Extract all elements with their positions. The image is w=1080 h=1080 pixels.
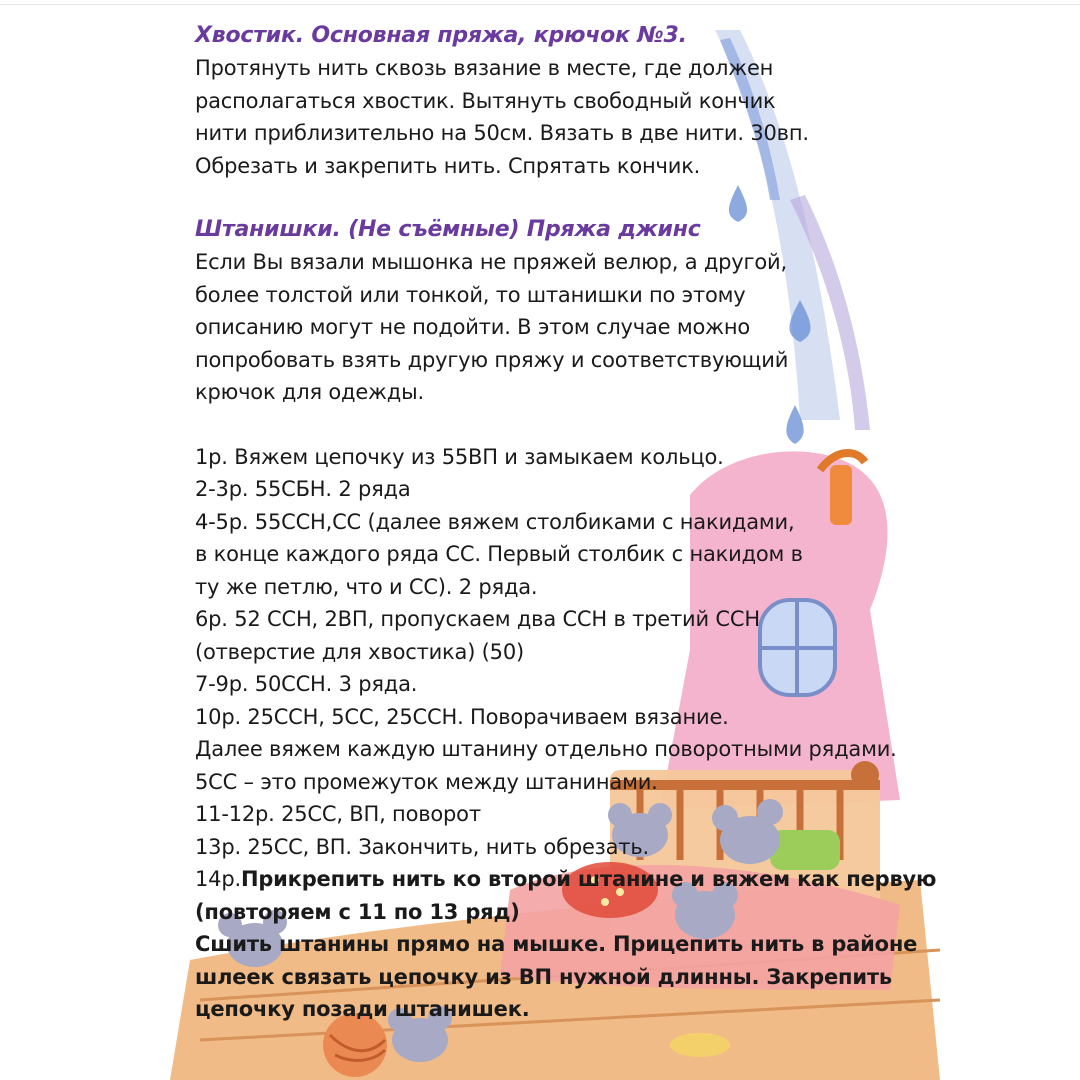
row-line: Далее вяжем каждую штанину отдельно поворотными рядами. (195, 737, 897, 761)
text-line: более толстой или тонкой, то штанишки по этому (195, 282, 746, 307)
top-border-line (0, 4, 1080, 5)
spacer (195, 182, 955, 214)
row-line-14 (195, 863, 955, 896)
row-instructions (195, 441, 955, 1026)
text-line: располагаться хвостик. Вытянуть свободный кончик (195, 88, 776, 113)
document-content (195, 20, 955, 1026)
text-line: описанию могут не подойти. В этом случае можно (195, 315, 751, 339)
bold-line: шлеек связать цепочку из ВП нужной длинны. Закрепить (195, 964, 892, 989)
row-line: 11-12р. 25СС, ВП, поворот (195, 802, 481, 826)
text-line: Обрезать и закрепить нить. Спрятать кончик. (195, 153, 701, 178)
row-line: 7-9р. 50ССН. 3 ряда. (195, 672, 418, 696)
row-line: 2-3р. 55СБН. 2 ряда (195, 477, 411, 501)
bold-line: Сшить штанины прямо на мышке. Прицепить нить в районе (195, 932, 918, 956)
bold-line: цепочку позади штанишек. (195, 997, 530, 1021)
paragraph (195, 246, 955, 409)
row-line: 6р. 52 ССН, 2ВП, пропускаем два ССН в третий ССН (195, 607, 760, 631)
section-title: Штанишки. (Не съёмные) Пряжа джинс (195, 217, 701, 242)
paragraph (195, 52, 955, 182)
bold-line: (повторяем с 11 по 13 ряд) (195, 899, 520, 924)
row-14-prefix: 14р. (195, 867, 241, 891)
section-title: Хвостик. Основная пряжа, крючок №3. (195, 23, 687, 48)
slipper-icon (670, 1033, 730, 1057)
row-line: ту же петлю, что и СС). 2 ряда. (195, 574, 538, 599)
text-line: крючок для одежды. (195, 380, 424, 404)
row-line: в конце каждого ряда СС. Первый столбик с накидом в (195, 542, 803, 566)
spacer (195, 409, 955, 441)
row-line: 1р. Вяжем цепочку из 55ВП и замыкаем кольцо. (195, 444, 724, 469)
section-tail (195, 20, 955, 182)
section-pants (195, 214, 955, 1026)
text-line: попробовать взять другую пряжу и соответствующий (195, 347, 789, 372)
row-line: 4-5р. 55ССН,СС (далее вяжем столбиками с накидами, (195, 509, 795, 534)
text-line: Если Вы вязали мышонка не пряжей велюр, а другой, (195, 250, 787, 274)
row-line: 13р. 25СС, ВП. Закончить, нить обрезать. (195, 834, 649, 859)
text-line: Протянуть нить сквозь вязание в месте, где должен (195, 56, 774, 80)
row-14-text: Прикрепить нить ко второй штанине и вяжем как первую (240, 867, 937, 891)
row-line: 5СС – это промежуток между штанинами. (195, 769, 658, 794)
text-line: нити приблизительно на 50см. Вязать в две нити. 30вп. (195, 121, 809, 145)
row-line: (отверстие для хвостика) (50) (195, 639, 524, 664)
row-line: 10р. 25ССН, 5СС, 25ССН. Поворачиваем вязание. (195, 704, 729, 729)
